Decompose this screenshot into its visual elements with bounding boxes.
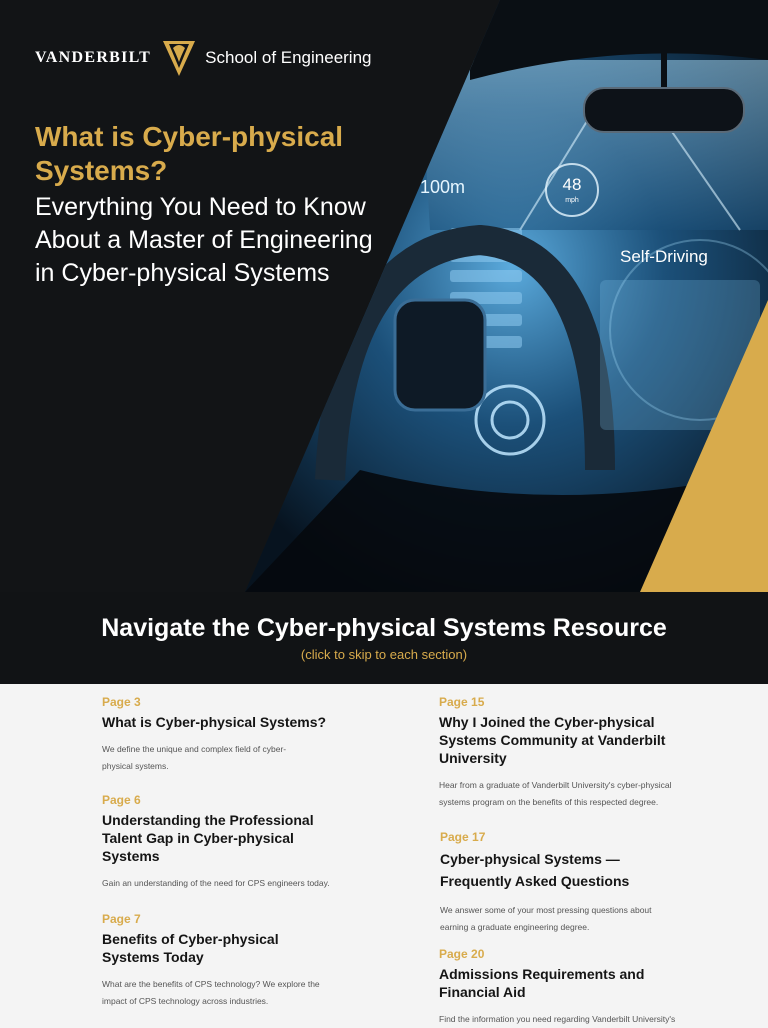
toc-entry-title: What is Cyber-physical Systems? [102, 714, 327, 730]
toc-page-number: Page 20 [439, 947, 485, 961]
toc-page-number: Page 17 [440, 830, 486, 844]
hud-speed: 48 [562, 175, 582, 194]
toc-page-number: Page 7 [102, 912, 141, 926]
toc-entry-page-17[interactable] [440, 829, 690, 936]
toc-entry-page-20[interactable] [439, 946, 689, 1028]
toc-entry-title: Cyber-physical Systems — Frequently Asked Questions [440, 851, 630, 889]
hud-speed-unit: mph [565, 197, 579, 204]
toc-entry-title: Why I Joined the Cyber-physical Systems Community at Vanderbilt University [439, 714, 666, 766]
navigation-hint: (click to skip to each section) [300, 647, 468, 662]
logo-wordmark: VANDERBILT [35, 49, 152, 66]
toc-page-number: Page 3 [102, 695, 141, 709]
logo-school-name: School of Engineering [205, 48, 372, 67]
toc-entry-description: Find the information you need regarding Vanderbilt University's [439, 1014, 676, 1024]
toc-entry-title: Admissions Requirements and Financial Aid [439, 966, 645, 1000]
toc-page-number: Page 6 [102, 793, 141, 807]
toc-entry-title: Benefits of Cyber-physical Systems Today [102, 931, 279, 965]
oak-leaf-v-icon [161, 38, 197, 78]
vanderbilt-logo[interactable] [35, 38, 372, 78]
toc-entry-page-3[interactable] [102, 694, 352, 775]
toc-entry-description: We answer some of your most pressing questions about earning a graduate engineering degree. [440, 905, 652, 932]
toc-entry-description: Hear from a graduate of Vanderbilt University's cyber-physical systems program on the benefits of this respected degree. [439, 780, 672, 807]
page-title: What is Cyber-physical Systems? [35, 121, 344, 186]
page-subtitle: Everything You Need to Know About a Master of Engineering in Cyber-physical Systems [35, 193, 373, 287]
toc-entry-page-7[interactable] [102, 911, 352, 1010]
toc-entry-page-6[interactable] [102, 792, 352, 892]
navigation-banner [0, 592, 768, 684]
hud-distance: 100m [420, 177, 466, 197]
hud-mode: Self-Driving [620, 247, 708, 266]
toc-entry-description: We define the unique and complex field of cyber-physical systems. [102, 744, 287, 771]
toc-entry-description: What are the benefits of CPS technology? We explore the impact of CPS technology across industries. [102, 979, 320, 1006]
toc-entry-title: Understanding the Professional Talent Gap in Cyber-physical Systems [102, 812, 314, 864]
toc-page-number: Page 15 [439, 695, 485, 709]
toc-entry-description: Gain an understanding of the need for CPS engineers today. [102, 878, 330, 888]
navigation-heading: Navigate the Cyber-physical Systems Resource [101, 614, 667, 642]
toc-entry-page-15[interactable] [439, 694, 689, 811]
